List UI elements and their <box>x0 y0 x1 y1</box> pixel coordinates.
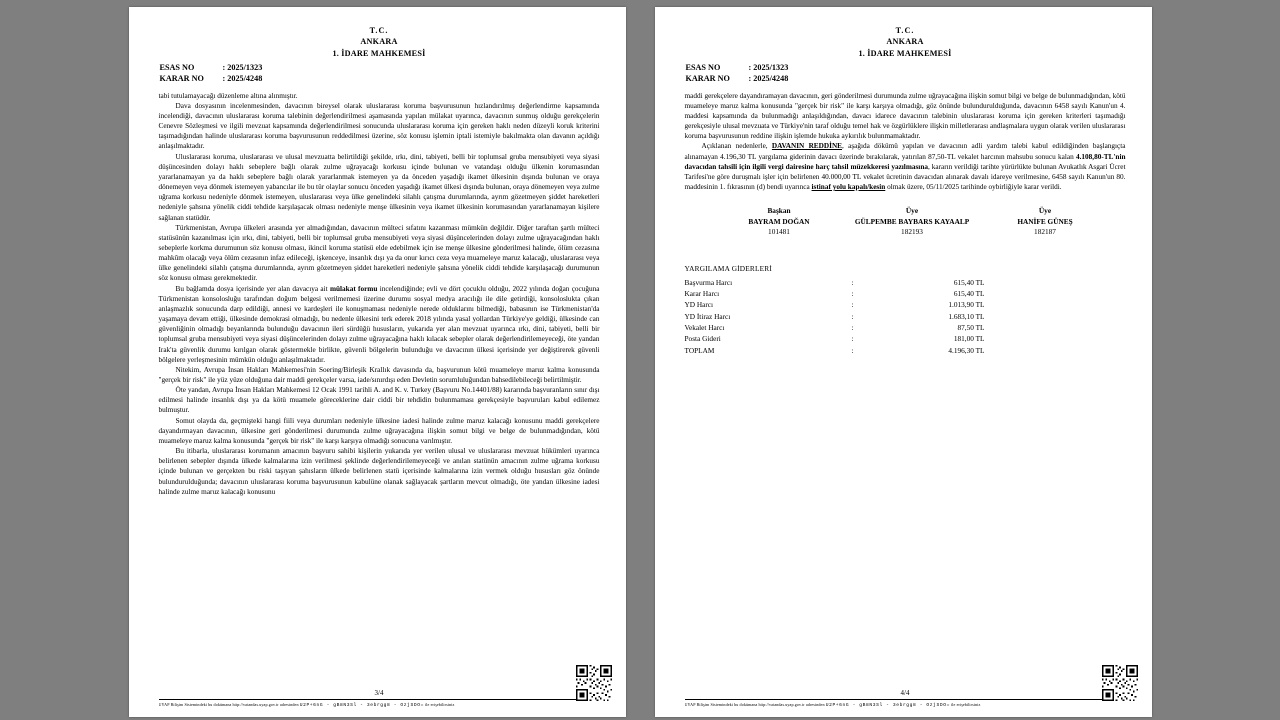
footer-suffix: ile erişebilirsiniz <box>425 702 455 707</box>
table-row <box>685 333 985 344</box>
footer-verification <box>159 702 600 709</box>
footer-divider <box>159 699 600 700</box>
footer-suffix: ile erişebilirsiniz <box>951 702 981 707</box>
page4-body <box>685 91 1126 193</box>
paragraph: tabi tutulamayacağı düzenleme altına alınmıştır. <box>158 91 298 100</box>
page3-footer <box>159 689 600 709</box>
signature-number: 182187 <box>1034 227 1056 236</box>
signature-member-2 <box>979 206 1112 237</box>
footer-divider <box>685 699 1126 700</box>
signature-name: BAYRAM DOĞAN <box>748 216 810 226</box>
footer-code: U2P+6nG - gB8N3Sl - 3ebrgg8 - OzjSDO= <box>825 703 950 708</box>
esas-value: : 2025/1323 <box>748 63 789 73</box>
cost-colon: : <box>851 277 854 287</box>
karar-value: : 2025/4248 <box>748 74 789 84</box>
cost-colon: : <box>851 334 854 344</box>
cost-label: Vekalet Harcı <box>684 323 725 332</box>
table-row <box>685 277 985 288</box>
karar-label: KARAR NO <box>685 74 730 84</box>
court-header <box>159 25 600 59</box>
header-city: ANKARA <box>360 37 398 47</box>
esas-label: ESAS NO <box>159 63 195 73</box>
table-row <box>685 322 985 333</box>
cost-value: 615,40 TL <box>953 277 985 287</box>
cost-label: YD Harcı <box>684 300 714 310</box>
paragraph: Uluslararası koruma, uluslararası ve ulusal mevzuatta belirtildiği şekilde, ırkı, dini, tabiyeti, belli bir toplumsal gruba mensubiyeti veya siyasi düşüncesinden dolayı haklı sebeplere bağlı olarak zulme uğrayacağı korkusu içinde bulunan ve vatandaşı olduğu ülkenin korumasından yararlanamayan ya da haklı sebeplere bağlı olarak yararlanmak istemeyen ya da önceden yaşadığı ikamet ülkesinin dışında bulunan ve oraya dönemeyen veya dönmek istemeyen yabancılar ile bu tür olaylar sonucu önceden yaşadığı ikamet ülkesi dışında bulunan, oraya dönemeyen veya zulme uğrama korkusu nedeniyle dönmek istemeyen, uluslararası veya ülke genelindeki silahlı çatışma durumlarında, ayrım gözetmeyen şiddet hareketleri nedeniyle şahsına yönelik ciddi tehdide karşılaşacak olması nedeniyle menşe ülkesinin veya ikamet ülkesinin korumasından yararlanamayan kişilere sağlanan statüdür. <box>158 152 600 222</box>
page3-body <box>159 91 600 497</box>
cost-value: 1.683,10 TL <box>948 311 985 321</box>
paragraph: Türkmenistan, Avrupa ülkeleri arasında yer almadığından, davacının mülteci sıfatını kazanması mümkün değildir. Diğer taraftan şartlı mülteci statüsünün kazanılması için ırkı, dini, tabiyeti, belli bir toplumsal gruba mensubiyeti veya siyasi düşüncelerinden dolayı zulme uğrayacağından haklı sebeplerle korkma durumunun söz konusu olması, ikincil koruma statüsü elde edebilmek için ise menşe ülkesine gönderilmesi halinde, ölüm cezasına mahkûm olacağı veya ölüm cezasının infaz edileceği, işkenceye, insanlık dışı ya da onur kırıcı ceza veya muameleye maruz kalacağı, uluslararası veya ülke genelindeki silahlı çatışma durumlarında, ayrım gözetmeyen şiddet hareketleri nedeniyle şahsına yönelik ciddi tehdide karşılaşacağı durumunun söz konusu olması gerekmektedir. <box>158 223 600 283</box>
cost-value: 1.013,90 TL <box>948 300 985 310</box>
paragraph: Nitekim, Avrupa İnsan Hakları Mahkemesi'nin Soering/Birleşik Krallık davasında da, başvurunun kötü muameleye maruz kalma konusunda "gerçek bir risk" ile yüz yüze olduğuna dair maddi gerekçeler varsa, iade/sınırdışı eden Devletin sorumluluğundan bahsedilebileceği belirtilmiştir. <box>158 365 600 384</box>
karar-row <box>686 73 1126 84</box>
esas-row <box>160 62 600 73</box>
case-meta <box>685 62 1126 84</box>
cost-colon: : <box>851 345 854 355</box>
costs-table <box>685 277 985 356</box>
signature-number: 101481 <box>768 227 790 236</box>
court-header <box>685 25 1126 59</box>
paragraph: Açıklanan nedenlerle, DAVANIN REDDİNE, aşağıda dökümü yapılan ve davacının adli yardım talebi kabul edildiğinden başlangıçta alınamayan 4.196,30 TL yargılama giderinin davacı üzerinde bırakılarak, yatırılan 87,50-TL vekalet harcının mahsubu sonucu kalan 4.108,80-TL'nin davacıdan tahsili için ilgili vergi dairesine harç tahsil müzekkeresi yazılmasına, kararın verildiği tarihte yürürlükte bulunan Avukatlık Asgari Ücret Tarifesi'ne göre duruşmalı işler için belirlenen 40.000,00 TL vekalet ücretinin davacıdan alınarak davalı idareye verilmesine, 6458 sayılı Kanun'un 80. maddesinin 1. fıkrasının (d) bendi uyarınca istinaf yolu kapalı/kesin olmak üzere, 05/11/2025 tarihinde oybirliğiyle karar verildi. <box>684 142 1126 192</box>
signature-role: Başkan <box>767 206 791 216</box>
esas-value: : 2025/1323 <box>222 63 263 73</box>
signature-name: GÜLPEMBE BAYBARS KAYAALP <box>854 216 970 226</box>
qr-code-icon <box>1102 665 1138 701</box>
esas-row <box>686 62 1126 73</box>
cost-value: 615,40 TL <box>953 289 985 299</box>
cost-colon: : <box>851 289 854 299</box>
cost-value: 4.196,30 TL <box>948 345 985 355</box>
page-number: 3/4 <box>374 689 384 697</box>
table-row <box>685 288 985 299</box>
signature-number: 182193 <box>901 227 923 236</box>
table-row <box>685 299 985 310</box>
cost-value: 181,00 TL <box>953 334 985 344</box>
karar-value: : 2025/4248 <box>222 74 263 84</box>
esas-label: ESAS NO <box>685 63 721 73</box>
page4-footer <box>685 689 1126 709</box>
cost-label: YD İtiraz Harcı <box>684 311 731 321</box>
signature-role: Üye <box>905 206 919 216</box>
header-court: 1. İDARE MAHKEMESİ <box>332 48 426 58</box>
header-court: 1. İDARE MAHKEMESİ <box>858 48 952 58</box>
paragraph: Somut olayda da, geçmişteki hangi fiili veya durumları nedeniyle ülkesine iadesi halinde zulme maruz kalacağı konusunu maddi gerekçelere dayandırmayan davacının, ülkesine geri gönderilmesi durumunda zulme uğrayacağına ilişkin somut bilgi ve belge de bulunmadığından, kötü muameleye maruz kalma konusunda "gerçek bir risk" ile karşı karşıya olmadığı sonucuna varılmıştır. <box>158 416 600 445</box>
cost-colon: : <box>851 323 854 332</box>
paragraph: Öte yandan, Avrupa İnsan Hakları Mahkemesi 12 Ocak 1991 tarihli A. and K. v. Turkey (Başvuru No.14401/88) kararında başvuranların sınır dışı edilmesi halinde insanlık dışı ya da kötü muamele göreceklerine dair ciddi bir tehdidin bulunmaması gerekçesiyle başvuruları kabul edilemez bulmuştur. <box>158 386 600 415</box>
table-row <box>685 311 985 322</box>
cost-label: Karar Harcı <box>684 289 720 299</box>
document-page-4 <box>655 7 1152 717</box>
signature-name: HANİFE GÜNEŞ <box>1017 216 1073 226</box>
signature-member-1 <box>846 206 979 237</box>
document-page-3 <box>129 7 626 717</box>
karar-label: KARAR NO <box>159 74 204 84</box>
paragraph: Dava dosyasının incelenmesinden, davacının bireysel olarak uluslararası koruma başvurusunun hızlandırılmış değerlendirme kapsamında incelendiği, davacının uluslararası koruma talebinin değerlendirilmesi aşamasında yapılan mülakat uyarınca, davacının sunmuş olduğu gerekçelerin Cenevre Sözleşmesi ve ilgili mevzuat kapsamında değerlendirilmesi sonucunda uluslararası koruma için gereken haklı neden düzeyli koruk kriterini taşımadığından halinde uluslararası koruma başvurusunun reddedilmesi üzerine, söz konusu işlemin iptali istemiyle bakılmakta olan davanın açıldığı anlaşılmaktadır. <box>158 101 600 151</box>
page-number: 4/4 <box>900 689 910 697</box>
cost-value: 87,50 TL <box>957 323 985 332</box>
signature-role: Üye <box>1038 206 1052 216</box>
karar-row <box>160 73 600 84</box>
costs-section <box>685 263 1126 355</box>
cost-colon: : <box>851 300 854 310</box>
footer-text: UYAP Bilişim Sistemindeki bu dokümana http://vatandas.uyap.gov.tr adresinden <box>158 702 299 707</box>
cost-colon: : <box>851 311 854 321</box>
header-city: ANKARA <box>886 37 924 47</box>
signature-block <box>685 206 1126 237</box>
qr-code-icon <box>576 665 612 701</box>
header-tc: T.C. <box>895 26 915 35</box>
case-meta <box>159 62 600 84</box>
costs-title: YARGILAMA GİDERLERİ <box>684 264 773 274</box>
cost-label: TOPLAM <box>684 345 715 355</box>
footer-code: U2P+6nG - gB8N3Sl - 3ebrgg8 - OzjSDO= <box>299 703 424 708</box>
signature-president <box>713 206 846 237</box>
header-tc: T.C. <box>369 26 389 35</box>
footer-text: UYAP Bilişim Sistemindeki bu dokümana http://vatandas.uyap.gov.tr adresinden <box>684 702 825 707</box>
cost-label: Posta Gideri <box>684 334 721 344</box>
paragraph: maddi gerekçelere dayandıramayan davacının, geri gönderilmesi durumunda zulme uğrayacağına ilişkin somut bilgi ve belge de bulunmadığından, kötü muameleye maruz kalma konusunda "gerçek bir risk" ile karşı karşıya olmadığı, göz önünde bulundurulduğunda, davacının 6458 sayılı Kanun'un 4. maddesi kapsamında da bulunmadığı anlaşıldığından, davacı idarece davacının talebinin uluslararası koruma için gereken kriterleri taşımadığı gerekçesiyle ulusal mevzuata ve Türkiye'nin taraf olduğu temel hak ve özgürlüklere ilişkin milletlerarası andlaşmalara uygun olarak verilen uluslararası koruma başvurusunun reddine ilişkin işlemde hukuka aykırılık bulunmamaktadır. <box>684 91 1126 141</box>
footer-verification <box>685 702 1126 709</box>
paragraph: Bu bağlamda dosya içerisinde yer alan davacıya ait mülakat formu incelendiğinde; evli ve dört çocuklu olduğu, 2022 yılında doğan çocuğuna Türkmenistan konsolosluğu tarafından doğum belgesi verilmemesi üzerine durumu sosyal medya aracılığı ile dile getirdiği, konsoloslukta çıkan anlaşmazlık sonucunda darp edildiği, annesi ve kardeşleri ile konuşmaması nedeniyle nerede olduklarını bilmediği, babasının ise Türkmenistan'da yaşamaya devam ettiği, ülkesinde demokrasi olmadığı, bu nedenle ülkesini terk ederek 2018 yılında yasal yollardan Türkiye'ye geldiği, ülkesinde can güvenliğinin olmadığı beyanlarında bulunduğu davacının ileri sürdüğü hususların, yukarıda yer alan mevzuat uyarınca ırkı, dini, tabiyeti, belli bir toplumsal gruba mensubiyeti veya siyasi düşüncelerinden dolayı zulme uğrayacağına haklı kılacak sebepler olarak değerlendirilemeyeceği, öte yandan Irak'ta güvenlik durumu kırılgan olarak göstermekle birlikte, güvenli bölgelerin bulunduğu ve davacının ülkesi içerisinde yer değiştirerek güvenli bölgelere yerleşmesinin mümkün olduğu anlaşılmaktadır. <box>158 284 600 364</box>
paragraph: Bu itibarla, uluslararası korumanın amacının başvuru sahibi kişilerin yukarıda yer verilen ulusal ve uluslararası mevzuat hükümleri uyarınca belirlenen sebepler dışında ülkede kalmalarına izin verilmesi şeklinde değerlendirilemeyeceği ve anılan statünün amacının zulme uğrama korkusu içinde bulunan ve gerçekten bu riski taşıyan şahısların ülkede belirlenen statü içerisinde kalmalarına izin vermek olduğu hususları göz önünde bulundurulduğunda; davacının uluslararası koruma başvurusunun kabulüne olanak sağlayacak şartların mevcut olmadığı, öte yandan ülkesine iadesi halinde zulme maruz kalacağı konusunu <box>158 447 600 496</box>
cost-label: Başvurma Harcı <box>684 277 733 287</box>
table-row <box>685 345 985 356</box>
